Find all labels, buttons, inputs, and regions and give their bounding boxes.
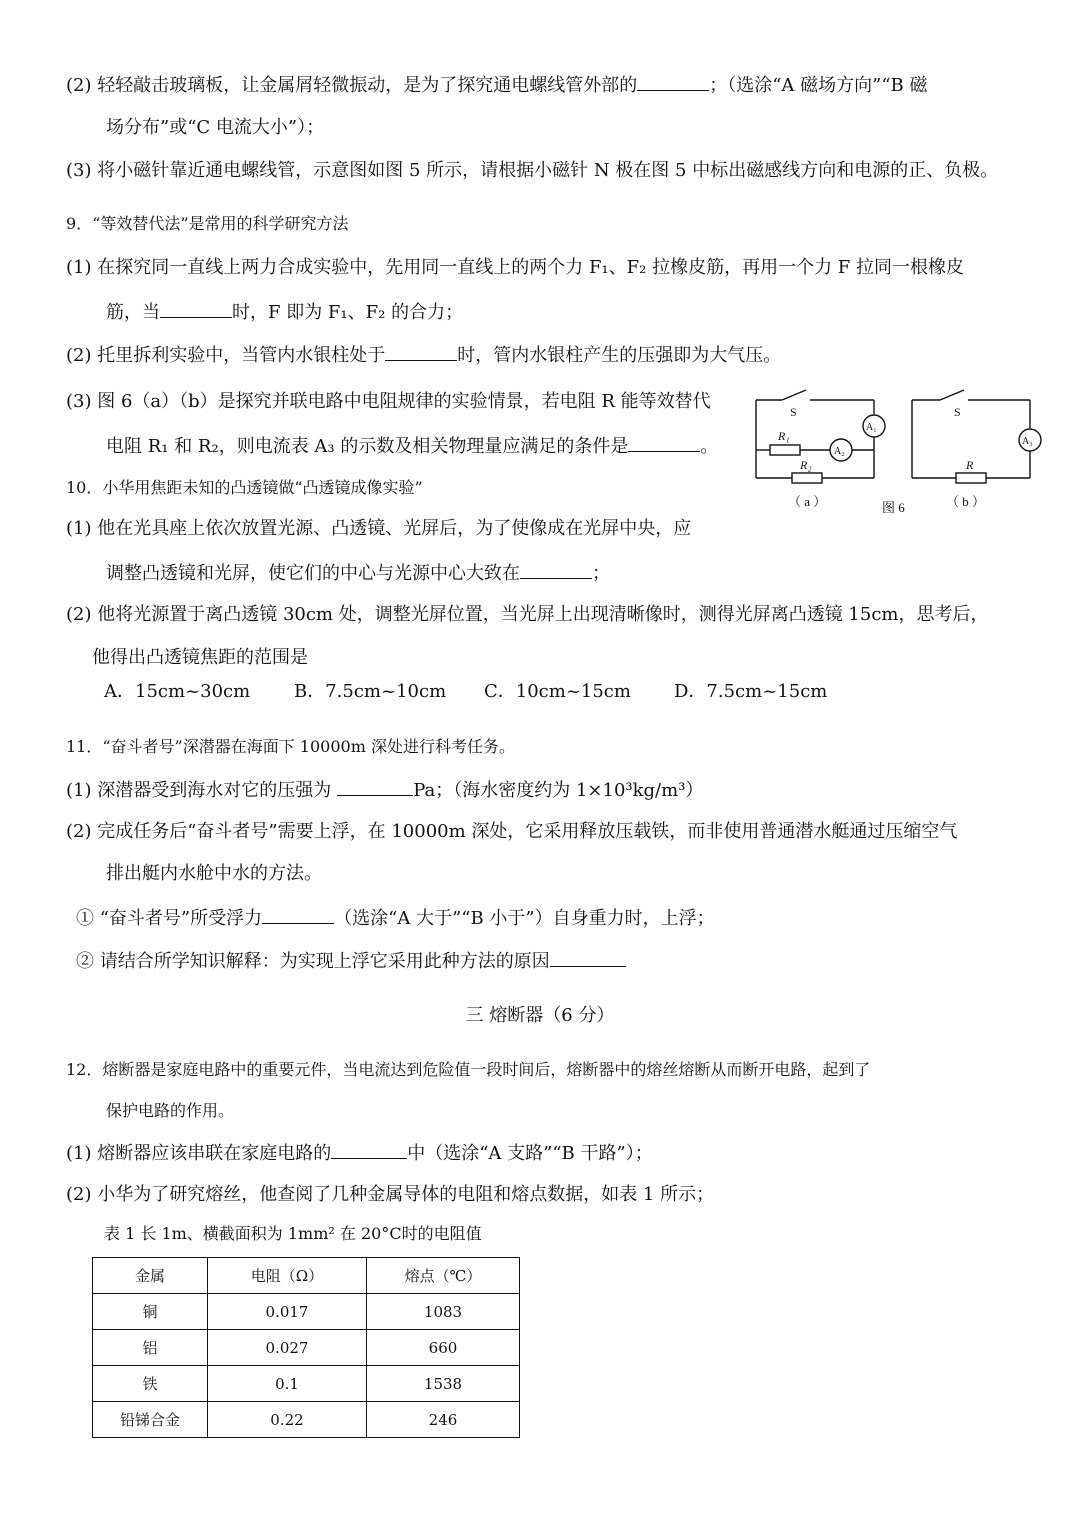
q10-part2-line2: 他得出凸透镜焦距的范围是 xyxy=(92,647,308,668)
option-a[interactable]: A．15cm~30cm xyxy=(104,681,251,702)
q11-sub1-text: ① “奋斗者号”所受浮力 xyxy=(76,908,263,929)
q12-part1-tail: 中（选涂“A 支路”“B 干路”）； xyxy=(407,1143,653,1164)
q9-part3-line1: (3) 图 6（a）（b）是探究并联电路中电阻规律的实验情景，若电阻 R 能等效替代 xyxy=(66,391,711,412)
q11-part1 xyxy=(66,777,703,803)
cell-metal: 铁 xyxy=(93,1366,208,1402)
q9-part2-tail: 时，管内水银柱产生的压强即为大气压。 xyxy=(457,345,782,366)
table-row xyxy=(93,1294,520,1330)
q8-part2-line2: 场分布”或“C 电流大小”）； xyxy=(106,117,325,138)
cell-melting-point: 246 xyxy=(367,1402,520,1438)
q9-part3-tail: 。 xyxy=(700,436,719,457)
q10-part1-text: 调整凸透镜和光屏，使它们的中心与光源中心大致在 xyxy=(106,563,520,584)
q8-part2-line1 xyxy=(66,72,928,98)
header-metal: 金属 xyxy=(93,1258,208,1294)
cell-metal: 铝 xyxy=(93,1330,208,1366)
q10-part1-line1: (1) 他在光具座上依次放置光源、凸透镜、光屏后，为了使像成在光屏中央，应 xyxy=(66,518,692,539)
q12-part2: (2) 小华为了研究熔丝，他查阅了几种金属导体的电阻和熔点数据，如表 1 所示； xyxy=(66,1184,715,1205)
answer-blank[interactable] xyxy=(262,905,334,924)
switch-label-a: S xyxy=(790,405,797,419)
q8-part2-text: (2) 轻轻敲击玻璃板，让金属屑轻微振动，是为了探究通电螺线管外部的 xyxy=(66,75,638,96)
table-caption: 表 1 长 1m、横截面积为 1mm² 在 20°C时的电阻值 xyxy=(104,1224,482,1243)
q11-stem: 11．“奋斗者号”深潜器在海面下 10000m 深处进行科考任务。 xyxy=(66,737,515,756)
switch-label-b: S xyxy=(954,405,961,419)
option-b[interactable]: B．7.5cm~10cm xyxy=(294,681,447,702)
q11-sub2-text: ② 请结合所学知识解释：为实现上浮它采用此种方法的原因 xyxy=(76,951,550,972)
resistor-r2-label: R₂ xyxy=(800,458,812,472)
q9-part1-text: 筋，当 xyxy=(106,302,160,323)
q8-part3: (3) 将小磁针靠近通电螺线管，示意图如图 5 所示，请根据小磁针 N 极在图 5 中标出磁感线方向和电源的正、负极。 xyxy=(66,160,999,181)
q11-part1-text: (1) 深潜器受到海水对它的压强为 xyxy=(66,780,332,801)
cell-metal: 铅锑合金 xyxy=(93,1402,208,1438)
resistor-r-label: R xyxy=(966,458,974,472)
table-row xyxy=(93,1402,520,1438)
cell-melting-point: 660 xyxy=(367,1330,520,1366)
answer-blank[interactable] xyxy=(160,299,232,318)
q9-part3-text: 电阻 R₁ 和 R₂，则电流表 A₃ 的示数及相关物理量应满足的条件是 xyxy=(106,436,629,457)
cell-resistance: 0.027 xyxy=(208,1330,367,1366)
ammeter-a2-label: A₂ xyxy=(834,446,845,457)
header-melting-point: 熔点（℃） xyxy=(367,1258,520,1294)
q10-part1-tail: ； xyxy=(592,563,610,584)
q11-sub1-tail: （选涂“A 大于”“B 小于”）自身重力时，上浮； xyxy=(334,908,715,929)
cell-resistance: 0.22 xyxy=(208,1402,367,1438)
cell-resistance: 0.017 xyxy=(208,1294,367,1330)
q9-part1-line1: (1) 在探究同一直线上两力合成实验中，先用同一直线上的两个力 F₁、F₂ 拉橡皮筋，再用一个力 F 拉同一根橡皮 xyxy=(66,257,965,278)
q12-stem-line2: 保护电路的作用。 xyxy=(106,1101,235,1120)
table-header-row xyxy=(93,1258,520,1294)
metal-data-table xyxy=(92,1257,520,1438)
q11-sub2 xyxy=(76,948,626,974)
figure-6a-caption: （ a ） xyxy=(788,494,827,509)
q9-part1-line2 xyxy=(106,299,463,325)
q12-part1 xyxy=(66,1140,653,1166)
cell-melting-point: 1538 xyxy=(367,1366,520,1402)
answer-blank[interactable] xyxy=(550,948,626,967)
ammeter-a1-label: A₁ xyxy=(866,422,877,433)
figure-6b-caption: （ b ） xyxy=(946,494,986,509)
q10-part2-line1: (2) 他将光源置于离凸透镜 30cm 处，调整光屏位置，当光屏上出现清晰像时，测得光屏离凸透镜 15cm，思考后， xyxy=(66,604,989,625)
cell-resistance: 0.1 xyxy=(208,1366,367,1402)
figure-6-title: 图 6 xyxy=(882,500,905,515)
q11-part2-line2: 排出艇内水舱中水的方法。 xyxy=(106,863,322,884)
q10-stem: 10．小华用焦距未知的凸透镜做“凸透镜成像实验” xyxy=(66,478,423,497)
answer-blank[interactable] xyxy=(337,777,413,796)
q11-part2-line1: (2) 完成任务后“奋斗者号”需要上浮，在 10000m 深处，它采用释放压载铁，而非使用普通潜水艇通过压缩空气 xyxy=(66,821,958,842)
resistor-r1-label: R₁ xyxy=(778,429,790,443)
cell-melting-point: 1083 xyxy=(367,1294,520,1330)
option-d[interactable]: D．7.5cm~15cm xyxy=(674,681,828,702)
q11-part1-tail: Pa；（海水密度约为 1×10³kg/m³） xyxy=(413,780,704,801)
q12-part1-text: (1) 熔断器应该串联在家庭电路的 xyxy=(66,1143,332,1164)
q8-part2-options: ；（选涂“A 磁场方向”“B 磁 xyxy=(709,75,928,96)
q10-part1-line2 xyxy=(106,560,610,586)
q9-part2-text: (2) 托里拆利实验中，当管内水银柱处于 xyxy=(66,345,386,366)
q9-part3-line2 xyxy=(106,433,718,459)
answer-blank[interactable] xyxy=(331,1140,407,1159)
q9-part2 xyxy=(66,342,781,368)
answer-blank[interactable] xyxy=(385,342,457,361)
table-row xyxy=(93,1366,520,1402)
option-c[interactable]: C．10cm~15cm xyxy=(484,681,631,702)
cell-metal: 铜 xyxy=(93,1294,208,1330)
answer-blank[interactable] xyxy=(628,433,700,452)
q9-stem: 9．“等效替代法”是常用的科学研究方法 xyxy=(66,214,349,233)
q10-options xyxy=(104,680,827,704)
answer-blank[interactable] xyxy=(520,560,592,579)
q12-stem-line1: 12．熔断器是家庭电路中的重要元件，当电流达到危险值一段时间后，熔断器中的熔丝熔断从而断开电路，起到了 xyxy=(66,1060,871,1079)
ammeter-a3-label: A₃ xyxy=(1022,436,1033,447)
table-row xyxy=(93,1330,520,1366)
section-title: 三 熔断器（6 分） xyxy=(465,1005,615,1026)
q11-sub1 xyxy=(76,905,715,931)
header-resistance: 电阻（Ω） xyxy=(208,1258,367,1294)
figure-6-circuit-diagram xyxy=(748,382,1048,522)
q9-part1-tail: 时，F 即为 F₁、F₂ 的合力； xyxy=(232,302,464,323)
answer-blank[interactable] xyxy=(637,72,709,91)
